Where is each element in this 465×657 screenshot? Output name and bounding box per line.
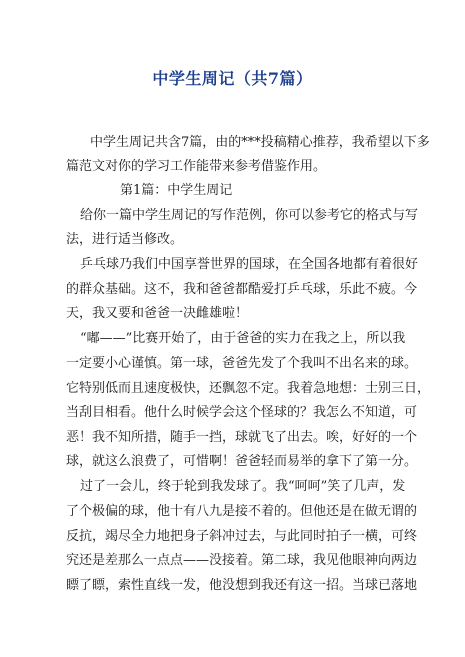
text-line: 的群众基础。这不，我和爸爸都酷爱打乒乓球，乐此不疲。今: [66, 282, 418, 297]
text-line: 乒乓球乃我们中国享誉世界的国球，在全国各地都有着很好: [80, 257, 419, 272]
text-line: 中学生周记共含7篇，由的***投稿精心推荐，我希望以下多: [90, 135, 430, 150]
text-line: 究还是差那么一点点——没接着。第二球，我见他眼神向两边: [66, 553, 418, 568]
text-line: 瞟了瞟，索性直线一发，他没想到我还有这一招。当球已落地: [66, 578, 418, 593]
text-line: 天，我又要和爸爸一决雌雄啦！: [66, 306, 249, 321]
section-heading: 第1篇：中学生周记: [120, 183, 233, 198]
text-line: 恶！我不知所措，随手一挡，球就飞了出去。唉，好好的一个: [66, 430, 418, 445]
text-line: 过了一会儿，终于轮到我发球了。我“呵呵”笑了几声，发: [80, 479, 406, 494]
text-line: 篇范文对你的学习工作能带来参考借鉴作用。: [66, 159, 327, 174]
text-line: 法，进行适当修改。: [66, 232, 184, 247]
document-title: 中学生周记（共7篇）: [152, 69, 313, 88]
text-line: 了个极偏的球，他十有八九是接不着的。但他还是在做无谓的: [66, 504, 418, 519]
text-line: 给你一篇中学生周记的写作范例，你可以参考它的格式与写: [80, 208, 419, 223]
text-line: 反抗，竭尽全力地把身子斜冲过去，与此同时拍子一横，可终: [66, 529, 418, 544]
text-line: 球，就这么浪费了，可惜啊！爸爸轻而易举的拿下了第一分。: [66, 454, 418, 469]
text-line: 它特别低而且速度极快，还飘忽不定。我着急地想：士别三日，: [66, 381, 431, 396]
text-line: “嘟——”比赛开始了，由于爸爸的实力在我之上，所以我: [80, 331, 406, 346]
text-line: 当刮目相看。他什么时候学会这个怪球的？我怎么不知道，可: [66, 405, 418, 420]
text-line: 一定要小心谨慎。第一球，爸爸先发了个我叫不出名来的球。: [66, 356, 418, 371]
